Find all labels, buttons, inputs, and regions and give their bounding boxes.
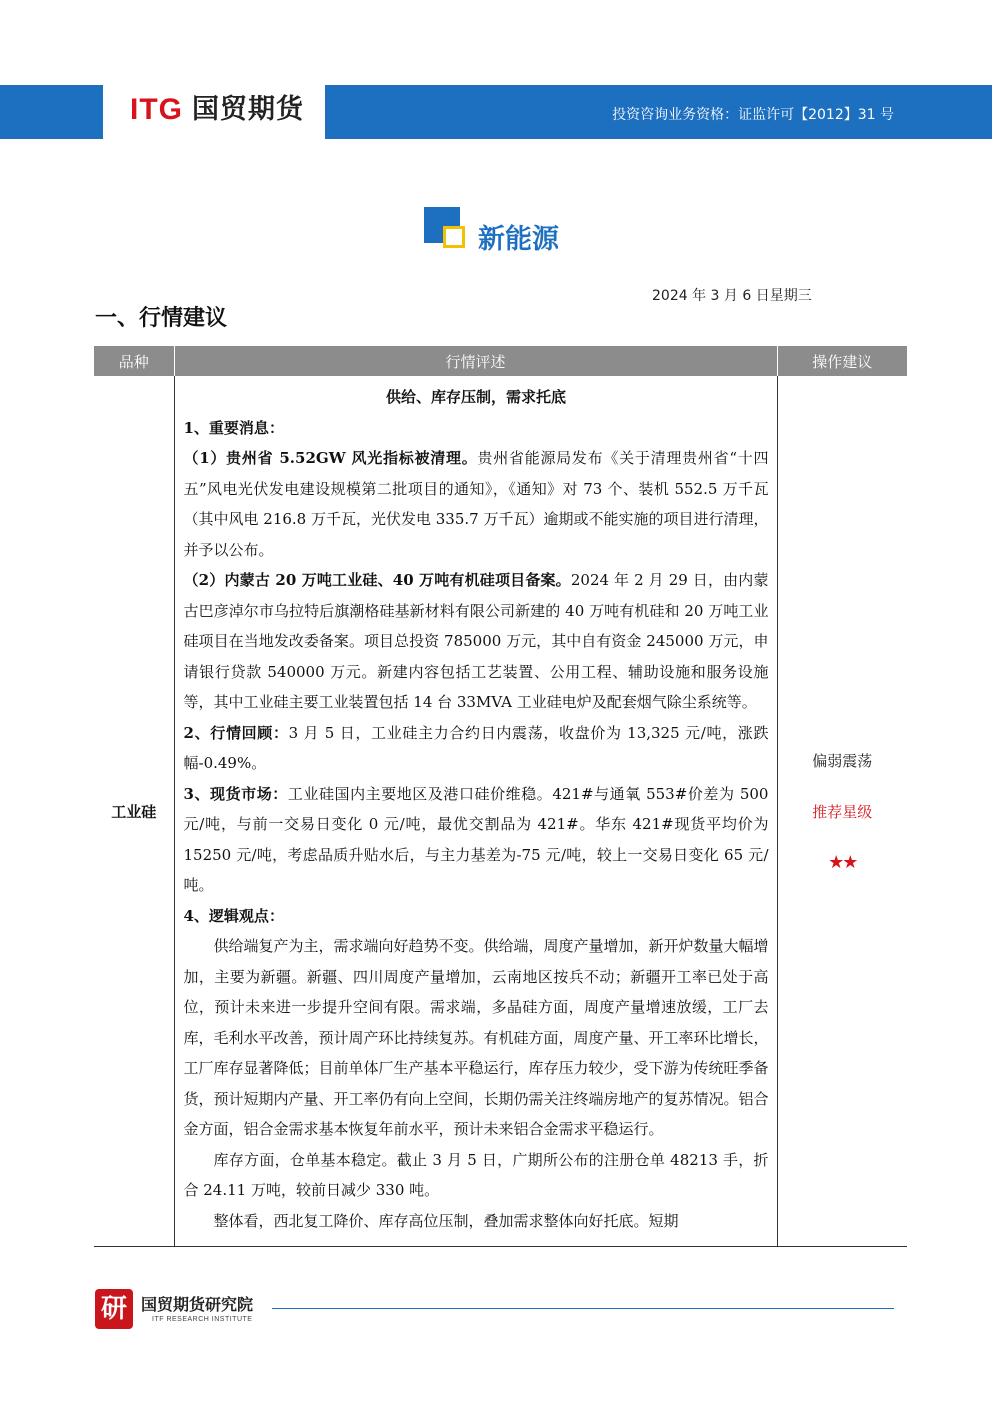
variety-cell: 工业硅 (94, 376, 174, 1247)
header-variety: 品种 (94, 346, 174, 376)
news2-title: （2）内蒙古 20 万吨工业硅、40 万吨有机硅项目备案。 (183, 571, 571, 589)
advice-view: 偏弱震荡 (812, 751, 873, 770)
footer-institute-en: ITF RESEARCH INSTITUTE (152, 1316, 253, 1323)
footer-institute-name: 国贸期货研究院 (141, 1295, 254, 1314)
logic-label: 4、逻辑观点： (183, 906, 284, 925)
header-advice: 操作建议 (777, 346, 907, 376)
research-seal-icon: 研 (95, 1289, 133, 1329)
license-text: 投资咨询业务资格：证监许可【2012】31 号 (612, 107, 894, 123)
logo-company-name: 国贸期货 (192, 94, 304, 125)
advice-table (94, 346, 907, 1247)
table-header-row (94, 346, 907, 376)
header-commentary: 行情评述 (174, 346, 777, 376)
section-title: 新能源 (478, 224, 559, 255)
section-heading: 一、行情建议 (95, 306, 228, 331)
commentary-subtitle: 供给、库存压制，需求托底 (385, 388, 566, 406)
review-body: 3 月 5 日，工业硅主力合约日内震荡，收盘价为 13,325 元/吨，涨跌幅-0.49%。 (183, 723, 769, 772)
news1-body: 贵州省能源局发布《关于清理贵州省“十四五”风电光伏发电建设规模第二批项目的通知》，《通知》对 73 个、装机 552.5 万千瓦（其中风电 216.8 万千瓦，光伏发电 335.7 万千瓦）逾期或不能实施的项目进行清理，并予以公布。 (183, 449, 769, 559)
report-date: 2024 年 3 月 6 日星期三 (652, 288, 812, 304)
review-label: 2、行情回顾： (183, 723, 289, 742)
news2-body: 2024 年 2 月 29 日，由内蒙古巴彦淖尔市乌拉特后旗潮格硅基新材料有限公司新建的 40 万吨有机硅和 20 万吨工业硅项目在当地发改委备案。项目总投资 785000 万元，其中自有资金 245000 万元，申请银行贷款 540000 万元。新建内容包括工艺装置、公用工程、辅助设施和服务设施等，其中工业硅主要工业装置包括 14 台 33MVA 工业硅电炉及配套烟气除尘系统等。 (183, 571, 769, 711)
footer-divider (272, 1308, 894, 1309)
spot-label: 3、现货市场： (183, 784, 288, 803)
rating-stars-icon: ★★ (828, 851, 857, 873)
title-square-outline-icon (443, 226, 465, 248)
logic-paragraph-3: 整体看，西北复工降价、库存高位压制，叠加需求整体向好托底。短期 (213, 1211, 679, 1230)
commentary-cell (174, 376, 777, 1247)
news1-title: （1）贵州省 5.52GW 风光指标被清理。 (183, 449, 478, 467)
advice-cell (777, 376, 907, 1247)
news-label: 1、重要消息： (183, 418, 284, 437)
logic-paragraph-1: 供给端复产为主，需求端向好趋势不变。供给端，周度产量增加，新开炉数量大幅增加，主要为新疆。新疆、四川周度产量增加，云南地区按兵不动；新疆开工率已处于高位，预计未来进一步提升空间有限。需求端，多晶硅方面，周度产量增速放缓，工厂去库，毛利水平改善，预计周产环比持续复苏。有机硅方面，周度产量、开工率环比增长，工厂库存显著降低；目前单体厂生产基本平稳运行，库存压力较少，受下游为传统旺季备货，预计短期内产量、开工率仍有向上空间，长期仍需关注终端房地产的复苏情况。铝合金方面，铝合金需求基本恢复年前水平，预计未来铝合金需求平稳运行。 (183, 937, 769, 1138)
logo-itg-text: ITG (130, 93, 183, 126)
rating-label: 推荐星级 (812, 802, 873, 821)
commentary-content (175, 376, 777, 1244)
table-row (94, 376, 907, 1247)
logic-paragraph-2: 库存方面，仓单基本稳定。截止 3 月 5 日，广期所公布的注册仓单 48213 手，折合 24.11 万吨，较前日减少 330 吨。 (183, 1150, 769, 1199)
spot-body: 工业硅国内主要地区及港口硅价维稳。421#与通氧 553#价差为 500 元/吨，与前一交易日变化 0 元/吨，最优交割品为 421#。华东 421#现货平均价为 15250 元/吨，考虑品质升贴水后，与主力基差为-75 元/吨，较上一交易日变化 65 元/吨。 (183, 784, 769, 894)
